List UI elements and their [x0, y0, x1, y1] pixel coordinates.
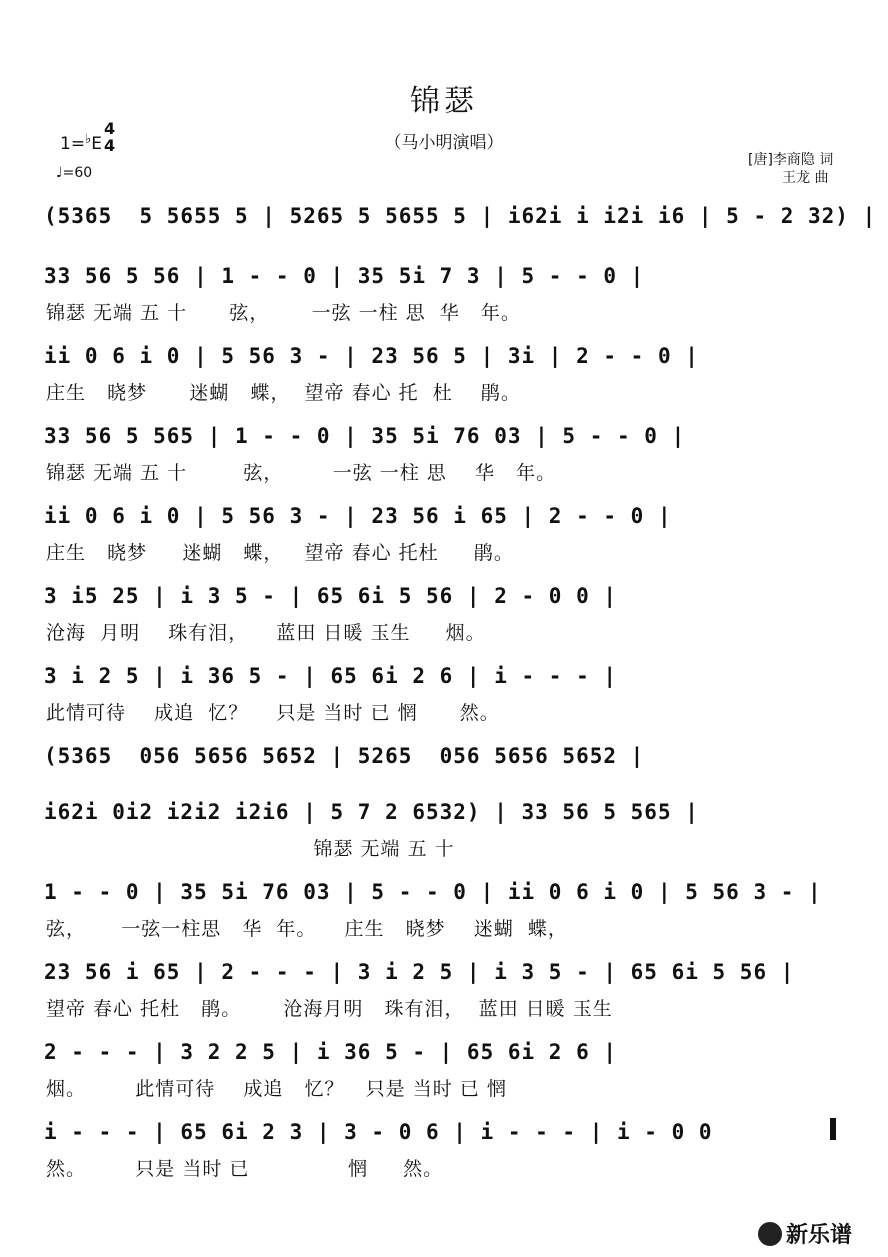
notation-line: 33 56 5 56 | 1 - - 0 | 35 5i 7 3 | 5 - - 0 |	[44, 264, 645, 288]
record-icon	[758, 1222, 782, 1246]
notation-line: 3 i5 25 | i 3 5 - | 65 6i 5 56 | 2 - 0 0 |	[44, 584, 618, 608]
lyric-line: 弦， 一弦一柱思 华 年。 庄生 晓梦 迷蝴 蝶，	[46, 918, 568, 940]
time-signature	[104, 120, 115, 154]
lyric-line: 望帝 春心 托杜 鹃。 沧海月明 珠有泪， 蓝田 日暖 玉生	[46, 998, 613, 1020]
notation-line: ii 0 6 i 0 | 5 56 3 - | 23 56 5 | 3i | 2 - - 0 |	[44, 344, 699, 368]
key-prefix: 1=	[60, 134, 86, 154]
tempo-marking: ♩=60	[56, 165, 93, 181]
notation-line: 23 56 i 65 | 2 - - - | 3 i 2 5 | i 3 5 - | 65 6i 5 56 |	[44, 960, 795, 984]
lyric-line: 然。 只是 当时 已 惘 然。	[46, 1158, 444, 1180]
final-barline	[830, 1118, 836, 1140]
key-letter: E	[91, 134, 102, 154]
watermark-logo	[758, 1218, 852, 1249]
lyric-line: 此情可待 成追 忆？ 只是 当时 已 惘 然。	[46, 702, 500, 724]
composer-credit: 王龙 曲	[782, 170, 829, 186]
lyric-line: 锦瑟 无端 五 十	[46, 838, 455, 860]
flat-sign: ♭	[85, 132, 92, 147]
lyric-line: 庄生 晓梦 迷蝴 蝶， 望帝 春心 托 杜 鹃。	[46, 382, 521, 404]
notation-line: 2 - - - | 3 2 2 5 | i 36 5 - | 65 6i 2 6 |	[44, 1040, 618, 1064]
lyric-line: 烟。 此情可待 成追 忆？ 只是 当时 已 惘	[46, 1078, 507, 1100]
lyric-line: 锦瑟 无端 五 十 弦， 一弦 一柱 思 华 年。	[46, 302, 521, 324]
lyric-line: 沧海 月明 珠有泪， 蓝田 日暖 玉生 烟。	[46, 622, 486, 644]
time-top: 4	[104, 119, 116, 138]
notation-line: i62i 0i2 i2i2 i2i6 | 5 7 2 6532) | 33 56 5 565 |	[44, 800, 699, 824]
lyric-line: 庄生 晓梦 迷蝴 蝶， 望帝 春心 托杜 鹃。	[46, 542, 514, 564]
notation-line: (5365 056 5656 5652 | 5265 056 5656 5652 |	[44, 744, 645, 768]
notation-line: (5365 5 5655 5 | 5265 5 5655 5 | i62i i i2i i6 | 5 - 2 32) |	[44, 204, 877, 228]
lyric-line: 锦瑟 无端 五 十 弦， 一弦 一柱 思 华 年。	[46, 462, 557, 484]
key-signature	[60, 132, 102, 154]
song-subtitle: （马小明演唱）	[384, 133, 504, 153]
notation-line: 1 - - 0 | 35 5i 76 03 | 5 - - 0 | ii 0 6 i 0 | 5 56 3 - |	[44, 880, 822, 904]
notation-line: i - - - | 65 6i 2 3 | 3 - 0 6 | i - - - | i - 0 0	[44, 1120, 713, 1144]
time-bottom: 4	[104, 136, 116, 155]
notation-line: 33 56 5 565 | 1 - - 0 | 35 5i 76 03 | 5 - - 0 |	[44, 424, 686, 448]
song-title: 锦瑟	[410, 84, 478, 119]
watermark-text: 新乐谱	[786, 1223, 853, 1248]
notation-line: 3 i 2 5 | i 36 5 - | 65 6i 2 6 | i - - - |	[44, 664, 618, 688]
notation-line: ii 0 6 i 0 | 5 56 3 - | 23 56 i 65 | 2 - - 0 |	[44, 504, 672, 528]
lyricist-credit: [唐]李商隐 词	[748, 152, 834, 168]
